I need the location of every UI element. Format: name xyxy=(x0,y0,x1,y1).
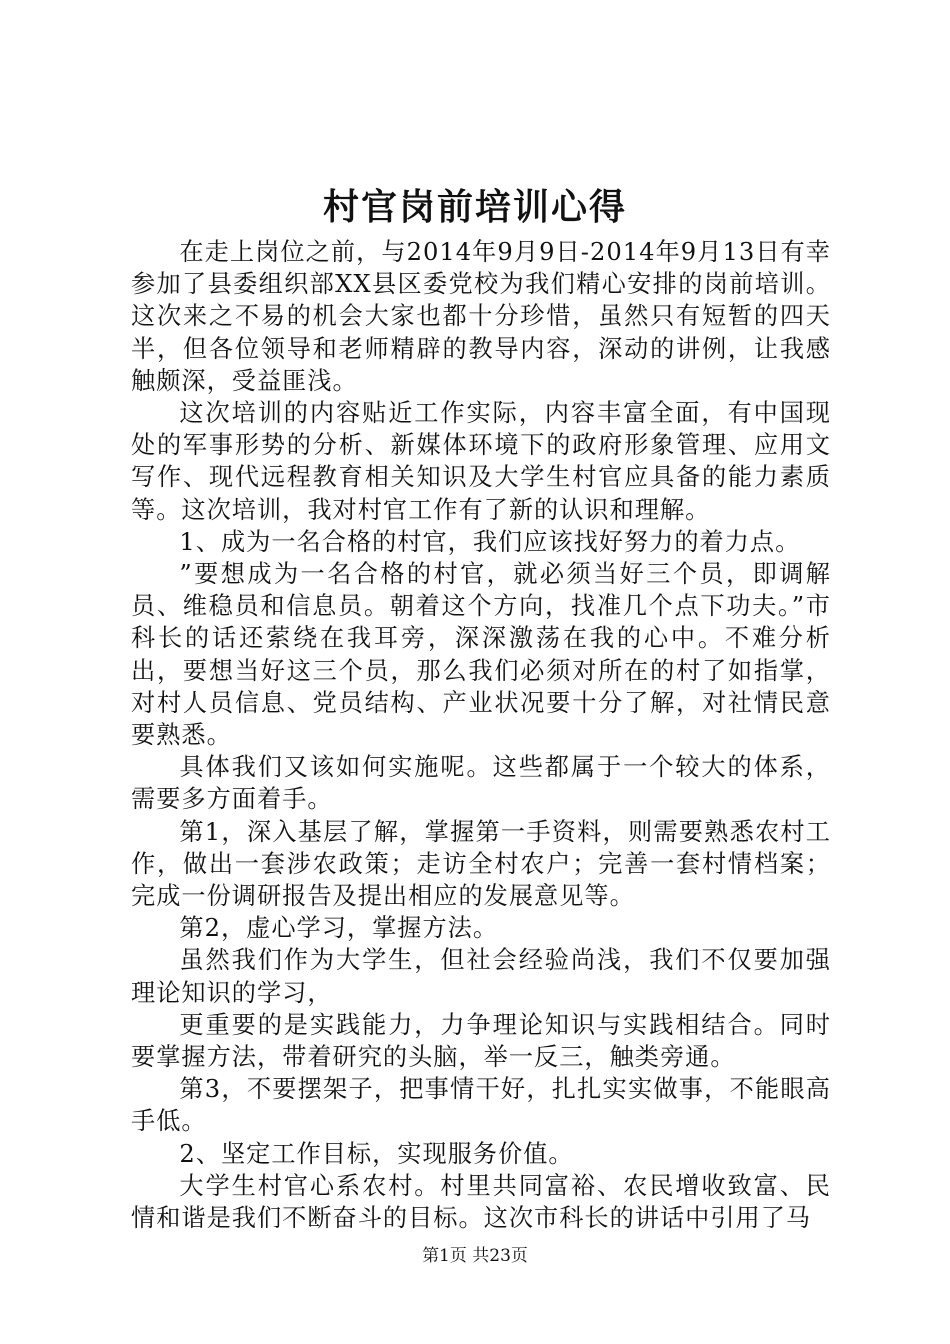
paragraph: ”要想成为一名合格的村官，就必须当好三个员，即调解员、维稳员和信息员。朝着这个方向，找准几个点下功夫。”市科长的话还萦绕在我耳旁，深深激荡在我的心中。不难分析出，要想当好这三个员，那么我们必须对所在的村了如指掌，对村人员信息、党员结构、产业状况要十分了解，对社情民意要熟悉。 xyxy=(131,560,831,750)
paragraph: 大学生村官心系农村。村里共同富裕、农民增收致富、民情和谐是我们不断奋斗的目标。这次市科长的讲话中引用了马 xyxy=(131,1171,831,1233)
paragraph: 这次培训的内容贴近工作实际，内容丰富全面，有中国现处的军事形势的分析、新媒体环境下的政府形象管理、应用文写作、现代远程教育相关知识及大学生村官应具备的能力素质等。这次培训，我对村官工作有了新的认识和理解。 xyxy=(131,399,831,524)
paragraph: 更重要的是实践能力，力争理论知识与实践相结合。同时要掌握方法，带着研究的头脑，举一反三，触类旁通。 xyxy=(131,1010,831,1072)
paragraph: 具体我们又该如何实施呢。这些都属于一个较大的体系，需要多方面着手。 xyxy=(131,753,831,814)
paragraph: 2、坚定工作目标，实现服务价值。 xyxy=(179,1139,574,1168)
paragraph: 第3，不要摆架子，把事情干好，扎扎实实做事，不能眼高手低。 xyxy=(131,1075,831,1136)
document-title: 村官岗前培训心得 xyxy=(322,186,627,228)
paragraph: 在走上岗位之前，与2014年9月9日-2014年9月13日有幸参加了县委组织部XX县区委党校为我们精心安排的岗前培训。这次来之不易的机会大家也都十分珍惜，虽然只有短暂的四天半，但各位领导和老师精辟的教导内容，深动的讲例，让我感触颇深，受益匪浅。 xyxy=(131,238,831,395)
paragraph: 1、成为一名合格的村官，我们应该找好努力的着力点。 xyxy=(179,527,801,556)
document-body xyxy=(131,236,831,1234)
paragraph: 虽然我们作为大学生，但社会经验尚浅，我们不仅要加强理论知识的学习， xyxy=(131,946,831,1007)
page-footer: 第1页 共23页 xyxy=(422,1246,528,1266)
paragraph: 第2，虚心学习，掌握方法。 xyxy=(179,914,499,943)
paragraph: 第1，深入基层了解，掌握第一手资料，则需要熟悉农村工作，做出一套涉农政策；走访全村农户；完善一套村情档案；完成一份调研报告及提出相应的发展意见等。 xyxy=(131,817,831,911)
